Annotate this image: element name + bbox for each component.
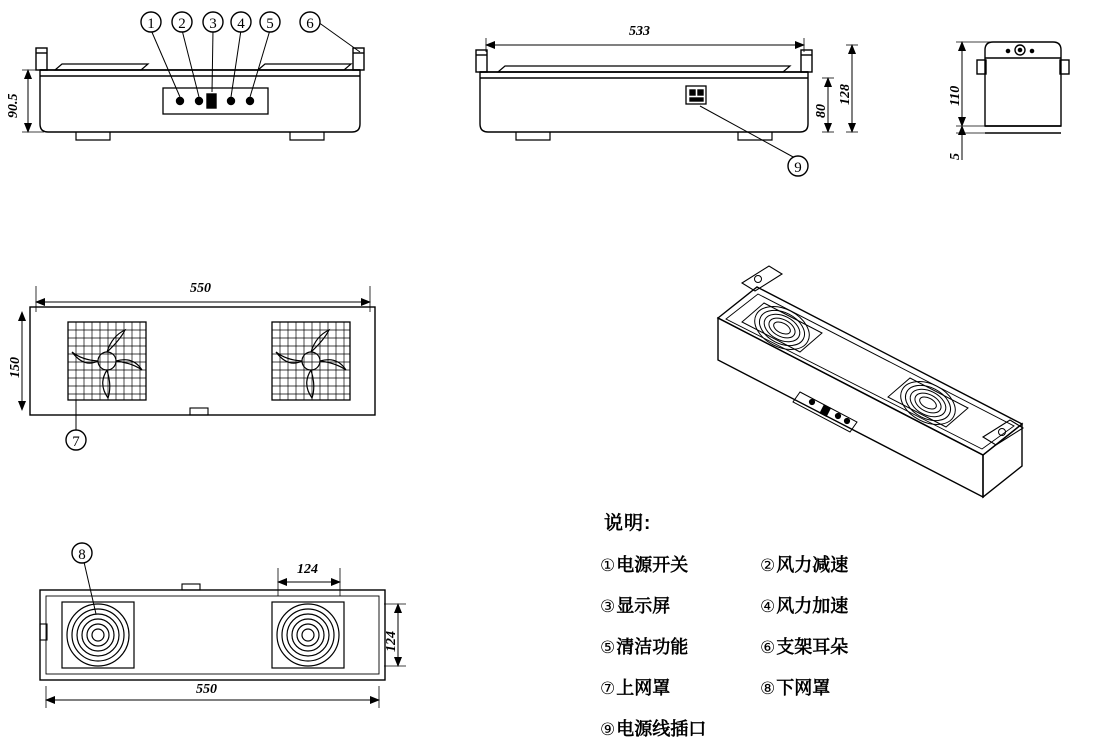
legend-number-7: ⑦ [600, 679, 616, 698]
legend-item-3 [600, 586, 750, 627]
dim-back-inner-height: 80 [814, 104, 829, 118]
bottom-view-geometry [40, 543, 406, 708]
legend-number-6: ⑥ [760, 638, 776, 657]
dim-top-width: 550 [190, 281, 211, 296]
callout-7: 7 [72, 434, 80, 450]
legend-number-4: ④ [760, 597, 776, 616]
dim-bottom-fan-width: 124 [297, 562, 318, 577]
top-view-geometry [22, 286, 375, 450]
legend-label-2: 风力减速 [776, 555, 849, 575]
callout-2: 2 [178, 16, 186, 32]
callout-6: 6 [306, 16, 314, 32]
legend-label-5: 清洁功能 [616, 637, 689, 657]
legend-label-7: 上网罩 [616, 678, 671, 698]
side-elevation-geometry [956, 42, 1069, 160]
legend-item-6 [760, 627, 910, 668]
dim-back-outer-height: 128 [838, 84, 853, 105]
dim-bottom-fan-height: 124 [384, 631, 399, 652]
legend-item-5 [600, 627, 750, 668]
legend-grid [600, 545, 1000, 750]
dim-front-height: 90.5 [6, 93, 21, 118]
callout-1: 1 [147, 16, 155, 32]
callout-4: 4 [237, 16, 245, 32]
legend-label-3: 显示屏 [616, 596, 671, 616]
legend-number-3: ③ [600, 597, 616, 616]
legend-number-2: ② [760, 556, 776, 575]
callout-5: 5 [266, 16, 274, 32]
legend-item-7 [600, 668, 750, 709]
callout-3: 3 [209, 16, 217, 32]
isometric-view-geometry [718, 266, 1023, 497]
legend-label-1: 电源开关 [616, 555, 689, 575]
legend-title: 说明: [604, 513, 652, 534]
dim-side-height: 110 [948, 85, 963, 106]
legend-number-9: ⑨ [600, 720, 616, 739]
legend-label-8: 下网罩 [776, 678, 831, 698]
legend-panel [600, 508, 1000, 750]
callout-9: 9 [794, 160, 802, 176]
legend-number-5: ⑤ [600, 638, 616, 657]
dim-top-height: 150 [8, 357, 23, 378]
legend-number-8: ⑧ [760, 679, 776, 698]
legend-label-9: 电源线插口 [616, 719, 707, 739]
legend-item-8 [760, 668, 910, 709]
dim-back-width: 533 [629, 24, 650, 39]
legend-number-1: ① [600, 556, 616, 575]
dim-bottom-width: 550 [196, 682, 217, 697]
legend-label-6: 支架耳朵 [776, 637, 849, 657]
callout-8: 8 [78, 547, 86, 563]
back-elevation-geometry [476, 38, 858, 176]
legend-item-9 [600, 709, 750, 750]
legend-item-2 [760, 545, 910, 586]
legend-label-4: 风力加速 [776, 596, 849, 616]
legend-item-4 [760, 586, 910, 627]
dim-side-foot: 5 [948, 153, 963, 160]
legend-item-1 [600, 545, 750, 586]
